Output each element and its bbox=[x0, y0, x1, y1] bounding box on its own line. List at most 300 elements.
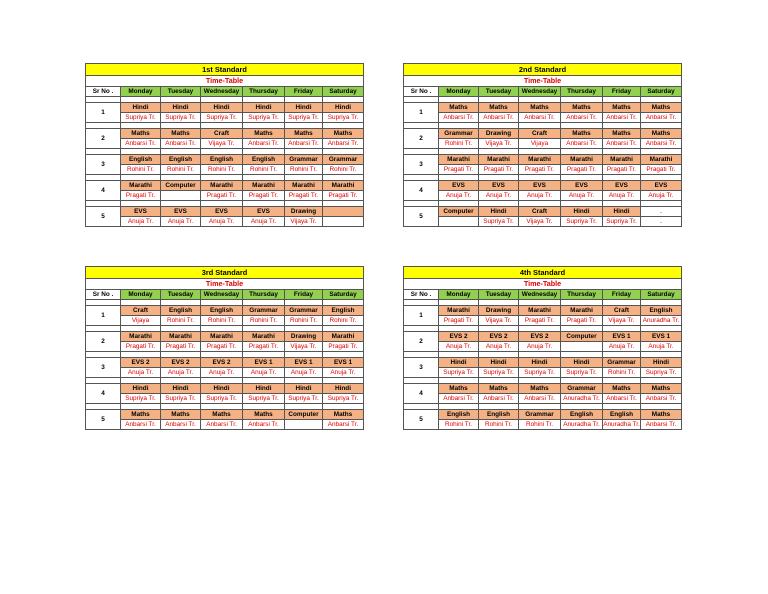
subject-cell: Maths bbox=[121, 410, 161, 420]
day-header: Wednesday bbox=[201, 87, 243, 97]
teacher-cell: Anbarsi Tr. bbox=[519, 394, 561, 404]
subject-row bbox=[86, 181, 364, 191]
day-header: Monday bbox=[121, 290, 161, 300]
teacher-cell: Anuja Tr. bbox=[201, 217, 243, 227]
day-header: Friday bbox=[603, 290, 641, 300]
teacher-cell: Anuradha Tr. bbox=[603, 421, 640, 428]
teacher-row bbox=[86, 217, 364, 227]
subject-cell: Hindi bbox=[121, 384, 161, 394]
subject-cell: Computer bbox=[439, 207, 479, 217]
teacher-cell: Supriya Tr. bbox=[243, 394, 285, 404]
teacher-cell: Rohini Tr. bbox=[285, 316, 323, 326]
subject-cell: EVS 1 bbox=[323, 358, 364, 368]
teacher-cell: Pragati Tr. bbox=[439, 316, 479, 326]
standard-title: 4th Standard bbox=[404, 267, 682, 279]
teacher-cell: Vijaya Tr. bbox=[285, 342, 323, 352]
teacher-cell: Anbarsi Tr. bbox=[561, 113, 603, 123]
timetable-grid bbox=[85, 63, 364, 227]
subject-cell: Grammar bbox=[561, 384, 603, 394]
subject-cell: EVS 2 bbox=[121, 358, 161, 368]
subject-cell: Craft bbox=[121, 306, 161, 316]
subject-cell: Marathi bbox=[603, 155, 641, 165]
subject-cell: Hindi bbox=[161, 384, 201, 394]
teacher-cell: Anuja Tr. bbox=[285, 368, 323, 378]
teacher-cell: Pragati Tr. bbox=[201, 191, 243, 201]
teacher-cell: Supriya Tr. bbox=[121, 394, 161, 404]
teacher-cell: Pragati Tr. bbox=[519, 165, 561, 175]
subject-cell: Maths bbox=[641, 410, 682, 420]
teacher-cell: Pragati Tr. bbox=[603, 165, 641, 175]
period-number: 5 bbox=[86, 410, 121, 430]
timetable-1st-standard bbox=[85, 63, 363, 227]
period-number: 1 bbox=[86, 306, 121, 326]
subject-row bbox=[86, 155, 364, 165]
subject-cell: Hindi bbox=[161, 103, 201, 113]
teacher-row bbox=[404, 394, 682, 404]
subject-cell: EVS bbox=[519, 181, 561, 191]
timetable-subtitle: Time-Table bbox=[86, 279, 364, 290]
subject-cell: Marathi bbox=[201, 332, 243, 342]
teacher-cell: Supriya Tr. bbox=[121, 113, 161, 123]
subject-cell: Drawing bbox=[285, 332, 323, 342]
header-row bbox=[86, 290, 364, 300]
subject-cell: Craft bbox=[519, 129, 561, 139]
sr-no-header: Sr No . bbox=[404, 87, 439, 97]
teacher-cell: Supriya Tr. bbox=[285, 394, 323, 404]
subject-cell: Marathi bbox=[561, 155, 603, 165]
teacher-row bbox=[404, 342, 682, 352]
teacher-cell: Anbarsi Tr. bbox=[561, 139, 603, 149]
teacher-row bbox=[86, 342, 364, 352]
period-number: 4 bbox=[86, 181, 121, 201]
teacher-row bbox=[86, 420, 364, 430]
subject-cell: EVS bbox=[479, 181, 519, 191]
teacher-cell: Anbarsi Tr. bbox=[323, 139, 364, 149]
subject-cell: Marathi bbox=[439, 306, 479, 316]
teacher-cell: Pragati Tr. bbox=[201, 342, 243, 352]
day-header: Wednesday bbox=[519, 290, 561, 300]
subject-cell: Maths bbox=[519, 103, 561, 113]
header-row bbox=[404, 290, 682, 300]
subject-cell: Hindi bbox=[479, 207, 519, 217]
teacher-cell: Rohini Tr. bbox=[439, 139, 479, 149]
subject-cell: Marathi bbox=[285, 181, 323, 191]
subject-cell: EVS 1 bbox=[285, 358, 323, 368]
teacher-cell: Vijaya Tr. bbox=[519, 217, 561, 227]
subject-cell: EVS 1 bbox=[603, 332, 641, 342]
subject-row bbox=[404, 358, 682, 368]
subject-row bbox=[86, 306, 364, 316]
timetable-grid bbox=[85, 266, 364, 430]
day-header: Thursday bbox=[243, 87, 285, 97]
subject-cell: Maths bbox=[201, 410, 243, 420]
period-number: 2 bbox=[86, 332, 121, 352]
teacher-cell: Rohini Tr. bbox=[519, 420, 561, 430]
period-number: 4 bbox=[86, 384, 121, 404]
subject-cell: English bbox=[201, 155, 243, 165]
subject-row bbox=[86, 332, 364, 342]
teacher-cell: Supriya Tr. bbox=[285, 113, 323, 123]
subject-row bbox=[404, 384, 682, 394]
teacher-cell: Anuja Tr. bbox=[161, 217, 201, 227]
subject-cell: EVS bbox=[121, 207, 161, 217]
teacher-cell: Pragati Tr. bbox=[161, 342, 201, 352]
timetable-grid bbox=[403, 266, 682, 430]
teacher-cell: Anbarsi Tr. bbox=[439, 113, 479, 123]
subject-cell: Hindi bbox=[201, 384, 243, 394]
subject-cell: Marathi bbox=[519, 306, 561, 316]
subject-cell: Grammar bbox=[285, 155, 323, 165]
teacher-cell: Pragati Tr. bbox=[121, 191, 161, 201]
teacher-cell: . bbox=[641, 217, 682, 227]
teacher-cell: Anbarsi Tr. bbox=[603, 113, 641, 123]
teacher-cell: Pragati Tr. bbox=[479, 165, 519, 175]
teacher-cell: Anuja Tr. bbox=[243, 368, 285, 378]
teacher-cell: Anbarsi Tr. bbox=[121, 139, 161, 149]
teacher-cell bbox=[323, 217, 364, 227]
teacher-cell: Pragati Tr. bbox=[519, 316, 561, 326]
subject-cell: Hindi bbox=[641, 358, 682, 368]
header-row bbox=[404, 87, 682, 97]
timetable-subtitle: Time-Table bbox=[404, 279, 682, 290]
teacher-cell: Supriya Tr. bbox=[479, 217, 519, 227]
teacher-cell: Supriya Tr. bbox=[561, 217, 603, 227]
teacher-cell: Anuja Tr. bbox=[603, 342, 641, 352]
subject-cell: Maths bbox=[641, 103, 682, 113]
teacher-cell: Vijaya Tr. bbox=[479, 139, 519, 149]
subject-cell: Marathi bbox=[201, 181, 243, 191]
subject-cell: Hindi bbox=[201, 103, 243, 113]
teacher-row bbox=[86, 165, 364, 175]
teacher-cell: Rohini Tr. bbox=[285, 165, 323, 175]
sr-no-header: Sr No . bbox=[404, 290, 439, 300]
subject-cell: Craft bbox=[519, 207, 561, 217]
teacher-cell: Rohini Tr. bbox=[243, 165, 285, 175]
teacher-row bbox=[404, 165, 682, 175]
teacher-cell: Rohini Tr. bbox=[243, 316, 285, 326]
teacher-cell: Anbarsi Tr. bbox=[161, 420, 201, 430]
teacher-cell: Supriya Tr. bbox=[243, 113, 285, 123]
subject-cell: Hindi bbox=[121, 103, 161, 113]
teacher-cell: Rohini Tr. bbox=[439, 420, 479, 430]
subject-cell: English bbox=[121, 155, 161, 165]
subject-cell: Craft bbox=[603, 306, 641, 316]
day-header: Saturday bbox=[323, 87, 364, 97]
teacher-cell bbox=[439, 217, 479, 227]
subject-cell: Maths bbox=[323, 410, 364, 420]
teacher-row bbox=[404, 368, 682, 378]
subject-cell: English bbox=[641, 306, 682, 316]
teacher-cell: Rohini Tr. bbox=[323, 316, 364, 326]
teacher-cell: Anbarsi Tr. bbox=[603, 394, 641, 404]
subject-cell: Marathi bbox=[243, 181, 285, 191]
teacher-cell: Anuja Tr. bbox=[243, 217, 285, 227]
teacher-cell: Pragati Tr. bbox=[243, 342, 285, 352]
subject-cell: English bbox=[161, 306, 201, 316]
period-number: 1 bbox=[404, 103, 439, 123]
period-number: 2 bbox=[404, 129, 439, 149]
day-header: Friday bbox=[285, 290, 323, 300]
teacher-cell: Pragati Tr. bbox=[641, 165, 682, 175]
timetable-grid bbox=[403, 63, 682, 227]
subject-cell: Marathi bbox=[161, 332, 201, 342]
subject-row bbox=[86, 358, 364, 368]
subject-cell: EVS 2 bbox=[439, 332, 479, 342]
subject-cell: Marathi bbox=[121, 332, 161, 342]
teacher-cell: Rohini Tr. bbox=[201, 316, 243, 326]
day-header: Wednesday bbox=[201, 290, 243, 300]
subject-cell: Maths bbox=[603, 384, 641, 394]
standard-title: 1st Standard bbox=[86, 64, 364, 76]
subject-cell: English bbox=[201, 306, 243, 316]
teacher-cell: Anuja Tr. bbox=[519, 342, 561, 352]
subject-cell: Maths bbox=[439, 384, 479, 394]
subject-row bbox=[404, 129, 682, 139]
subject-cell: Hindi bbox=[519, 358, 561, 368]
timetable-2nd-standard bbox=[403, 63, 681, 227]
teacher-cell: Supriya Tr. bbox=[603, 217, 641, 227]
teacher-cell: Supriya Tr. bbox=[439, 368, 479, 378]
teacher-cell: Anuja Tr. bbox=[641, 342, 682, 352]
teacher-cell: Pragati Tr. bbox=[323, 191, 364, 201]
teacher-row bbox=[86, 368, 364, 378]
teacher-cell: Anbarsi Tr. bbox=[243, 420, 285, 430]
subject-row bbox=[404, 155, 682, 165]
subject-cell: Craft bbox=[201, 129, 243, 139]
subject-cell: Maths bbox=[603, 129, 641, 139]
subject-cell: Computer bbox=[161, 181, 201, 191]
teacher-cell: Anbarsi Tr. bbox=[641, 420, 682, 430]
timetable-3rd-standard bbox=[85, 266, 363, 430]
subject-row bbox=[86, 207, 364, 217]
subject-cell: Maths bbox=[603, 103, 641, 113]
teacher-cell: Anuja Tr. bbox=[439, 191, 479, 201]
subject-cell: Maths bbox=[439, 103, 479, 113]
standard-title: 3rd Standard bbox=[86, 267, 364, 279]
subject-row bbox=[86, 410, 364, 420]
teacher-row bbox=[86, 113, 364, 123]
teacher-cell: Rohini Tr. bbox=[201, 165, 243, 175]
teacher-cell: Rohini Tr. bbox=[603, 368, 641, 378]
subject-cell: EVS bbox=[561, 181, 603, 191]
subject-cell: Hindi bbox=[323, 103, 364, 113]
teacher-cell: Anuja Tr. bbox=[479, 191, 519, 201]
day-header: Monday bbox=[121, 87, 161, 97]
subject-cell: Maths bbox=[519, 384, 561, 394]
period-number: 4 bbox=[404, 181, 439, 201]
subject-cell: EVS bbox=[603, 181, 641, 191]
teacher-row bbox=[404, 113, 682, 123]
subject-cell: EVS bbox=[201, 207, 243, 217]
subject-cell: Maths bbox=[161, 410, 201, 420]
subject-cell: Hindi bbox=[243, 384, 285, 394]
subject-cell: Marathi bbox=[519, 155, 561, 165]
teacher-row bbox=[404, 420, 682, 430]
teacher-cell: Vijaya Tr. bbox=[603, 316, 641, 326]
teacher-cell: Anbarsi Tr. bbox=[285, 139, 323, 149]
day-header: Saturday bbox=[641, 290, 682, 300]
subject-cell: Maths bbox=[243, 129, 285, 139]
teacher-cell bbox=[161, 191, 201, 201]
teacher-cell: Anuradha Tr. bbox=[641, 316, 682, 326]
subject-cell: Grammar bbox=[439, 129, 479, 139]
subject-cell: Maths bbox=[479, 103, 519, 113]
subject-cell: Drawing bbox=[479, 129, 519, 139]
header-row bbox=[86, 87, 364, 97]
subject-row bbox=[404, 207, 682, 217]
teacher-cell: Rohini Tr. bbox=[323, 165, 364, 175]
teacher-cell: Anbarsi Tr. bbox=[439, 394, 479, 404]
sr-no-header: Sr No . bbox=[86, 290, 121, 300]
teacher-cell: Supriya Tr. bbox=[323, 113, 364, 123]
teacher-cell: Anbarsi Tr. bbox=[479, 394, 519, 404]
subject-cell: EVS 2 bbox=[201, 358, 243, 368]
subject-cell: Marathi bbox=[323, 181, 364, 191]
standard-title: 2nd Standard bbox=[404, 64, 682, 76]
day-header: Tuesday bbox=[479, 87, 519, 97]
subject-cell: Grammar bbox=[243, 306, 285, 316]
teacher-row bbox=[404, 191, 682, 201]
teacher-cell: Supriya Tr. bbox=[201, 113, 243, 123]
subject-cell: EVS 1 bbox=[243, 358, 285, 368]
teacher-cell: Anuja Tr. bbox=[603, 191, 641, 201]
subject-row bbox=[404, 306, 682, 316]
period-number: 5 bbox=[404, 410, 439, 430]
subject-cell: EVS bbox=[243, 207, 285, 217]
day-header: Saturday bbox=[641, 87, 682, 97]
subject-cell: Marathi bbox=[641, 155, 682, 165]
period-number: 4 bbox=[404, 384, 439, 404]
subject-row bbox=[404, 181, 682, 191]
teacher-cell: Anbarsi Tr. bbox=[641, 113, 682, 123]
subject-cell: Hindi bbox=[285, 103, 323, 113]
period-number: 5 bbox=[86, 207, 121, 227]
period-number: 3 bbox=[86, 155, 121, 175]
subject-cell: Maths bbox=[323, 129, 364, 139]
teacher-cell: Anuradha Tr. bbox=[561, 420, 603, 430]
teacher-cell: Anuja Tr. bbox=[161, 368, 201, 378]
teacher-cell: Pragati Tr. bbox=[561, 165, 603, 175]
teacher-cell: Anbarsi Tr. bbox=[161, 139, 201, 149]
subject-cell: Maths bbox=[641, 384, 682, 394]
day-header: Saturday bbox=[323, 290, 364, 300]
timetable-4th-standard bbox=[403, 266, 681, 430]
teacher-cell: Supriya Tr. bbox=[561, 368, 603, 378]
subject-cell: Hindi bbox=[439, 358, 479, 368]
teacher-cell: Anbarsi Tr. bbox=[641, 394, 682, 404]
subject-cell: Grammar bbox=[603, 358, 641, 368]
day-header: Monday bbox=[439, 87, 479, 97]
teacher-cell: Anbarsi Tr. bbox=[121, 420, 161, 430]
subject-cell: Grammar bbox=[519, 410, 561, 420]
subject-cell: Grammar bbox=[285, 306, 323, 316]
timetable-subtitle: Time-Table bbox=[86, 76, 364, 87]
subject-row bbox=[404, 103, 682, 113]
subject-cell: Maths bbox=[561, 129, 603, 139]
subject-cell: Marathi bbox=[243, 332, 285, 342]
subject-cell: Maths bbox=[285, 129, 323, 139]
teacher-cell: Anuradha Tr. bbox=[561, 394, 603, 404]
teacher-cell: Rohini Tr. bbox=[161, 165, 201, 175]
teacher-cell: Anuja Tr. bbox=[479, 342, 519, 352]
period-number: 2 bbox=[86, 129, 121, 149]
subject-cell: Maths bbox=[479, 384, 519, 394]
subject-cell: English bbox=[323, 306, 364, 316]
subject-cell: English bbox=[161, 155, 201, 165]
teacher-cell: Anbarsi Tr. bbox=[603, 139, 641, 149]
day-header: Wednesday bbox=[519, 87, 561, 97]
subject-cell: Maths bbox=[561, 103, 603, 113]
teacher-cell: Anbarsi Tr. bbox=[519, 113, 561, 123]
teacher-cell: Supriya Tr. bbox=[479, 368, 519, 378]
teacher-cell: Supriya Tr. bbox=[201, 394, 243, 404]
teacher-cell: Vijaya bbox=[121, 316, 161, 326]
subject-cell: Hindi bbox=[561, 207, 603, 217]
teacher-cell: Anuja Tr. bbox=[561, 191, 603, 201]
teacher-cell bbox=[285, 420, 323, 430]
teacher-cell: Supriya Tr. bbox=[161, 113, 201, 123]
teacher-row bbox=[86, 191, 364, 201]
subject-cell: EVS bbox=[161, 207, 201, 217]
day-header: Tuesday bbox=[161, 290, 201, 300]
subject-cell: English bbox=[603, 410, 641, 420]
teacher-cell bbox=[561, 342, 603, 352]
period-number: 3 bbox=[404, 358, 439, 378]
subject-row bbox=[404, 410, 682, 420]
teacher-cell: Pragati Tr. bbox=[561, 316, 603, 326]
subject-cell: EVS bbox=[641, 181, 682, 191]
day-header: Tuesday bbox=[161, 87, 201, 97]
teacher-cell: Anbarsi Tr. bbox=[243, 139, 285, 149]
subject-cell bbox=[323, 207, 364, 217]
subject-cell: Drawing bbox=[479, 306, 519, 316]
teacher-cell: Rohini Tr. bbox=[479, 420, 519, 430]
subject-cell: EVS 2 bbox=[479, 332, 519, 342]
subject-cell: Drawing bbox=[285, 207, 323, 217]
subject-cell: English bbox=[479, 410, 519, 420]
teacher-cell: Supriya Tr. bbox=[323, 394, 364, 404]
teacher-cell: Pragati Tr. bbox=[243, 191, 285, 201]
teacher-cell: Anuja Tr. bbox=[121, 217, 161, 227]
subject-cell: Hindi bbox=[285, 384, 323, 394]
teacher-row bbox=[404, 316, 682, 326]
day-header: Thursday bbox=[561, 87, 603, 97]
subject-cell: English bbox=[243, 155, 285, 165]
subject-cell: Maths bbox=[243, 410, 285, 420]
teacher-cell: Pragati Tr. bbox=[439, 165, 479, 175]
teacher-row bbox=[404, 139, 682, 149]
teacher-cell: Supriya Tr. bbox=[519, 368, 561, 378]
teacher-cell: Pragati Tr. bbox=[323, 342, 364, 352]
teacher-cell: Rohini Tr. bbox=[121, 165, 161, 175]
teacher-row bbox=[404, 217, 682, 227]
day-header: Thursday bbox=[561, 290, 603, 300]
teacher-cell: Rohini Tr. bbox=[161, 316, 201, 326]
period-number: 5 bbox=[404, 207, 439, 227]
subject-cell: Maths bbox=[161, 129, 201, 139]
teacher-cell: Vijaya Tr. bbox=[201, 139, 243, 149]
teacher-cell: Vijaya bbox=[519, 139, 561, 149]
teacher-cell: Anuja Tr. bbox=[201, 368, 243, 378]
teacher-cell: Supriya Tr. bbox=[641, 368, 682, 378]
teacher-cell: Anuja Tr. bbox=[519, 191, 561, 201]
subject-cell: Marathi bbox=[479, 155, 519, 165]
day-header: Tuesday bbox=[479, 290, 519, 300]
subject-cell: Hindi bbox=[603, 207, 641, 217]
teacher-cell: Anbarsi Tr. bbox=[641, 139, 682, 149]
subject-cell: Computer bbox=[285, 410, 323, 420]
teacher-row bbox=[86, 316, 364, 326]
